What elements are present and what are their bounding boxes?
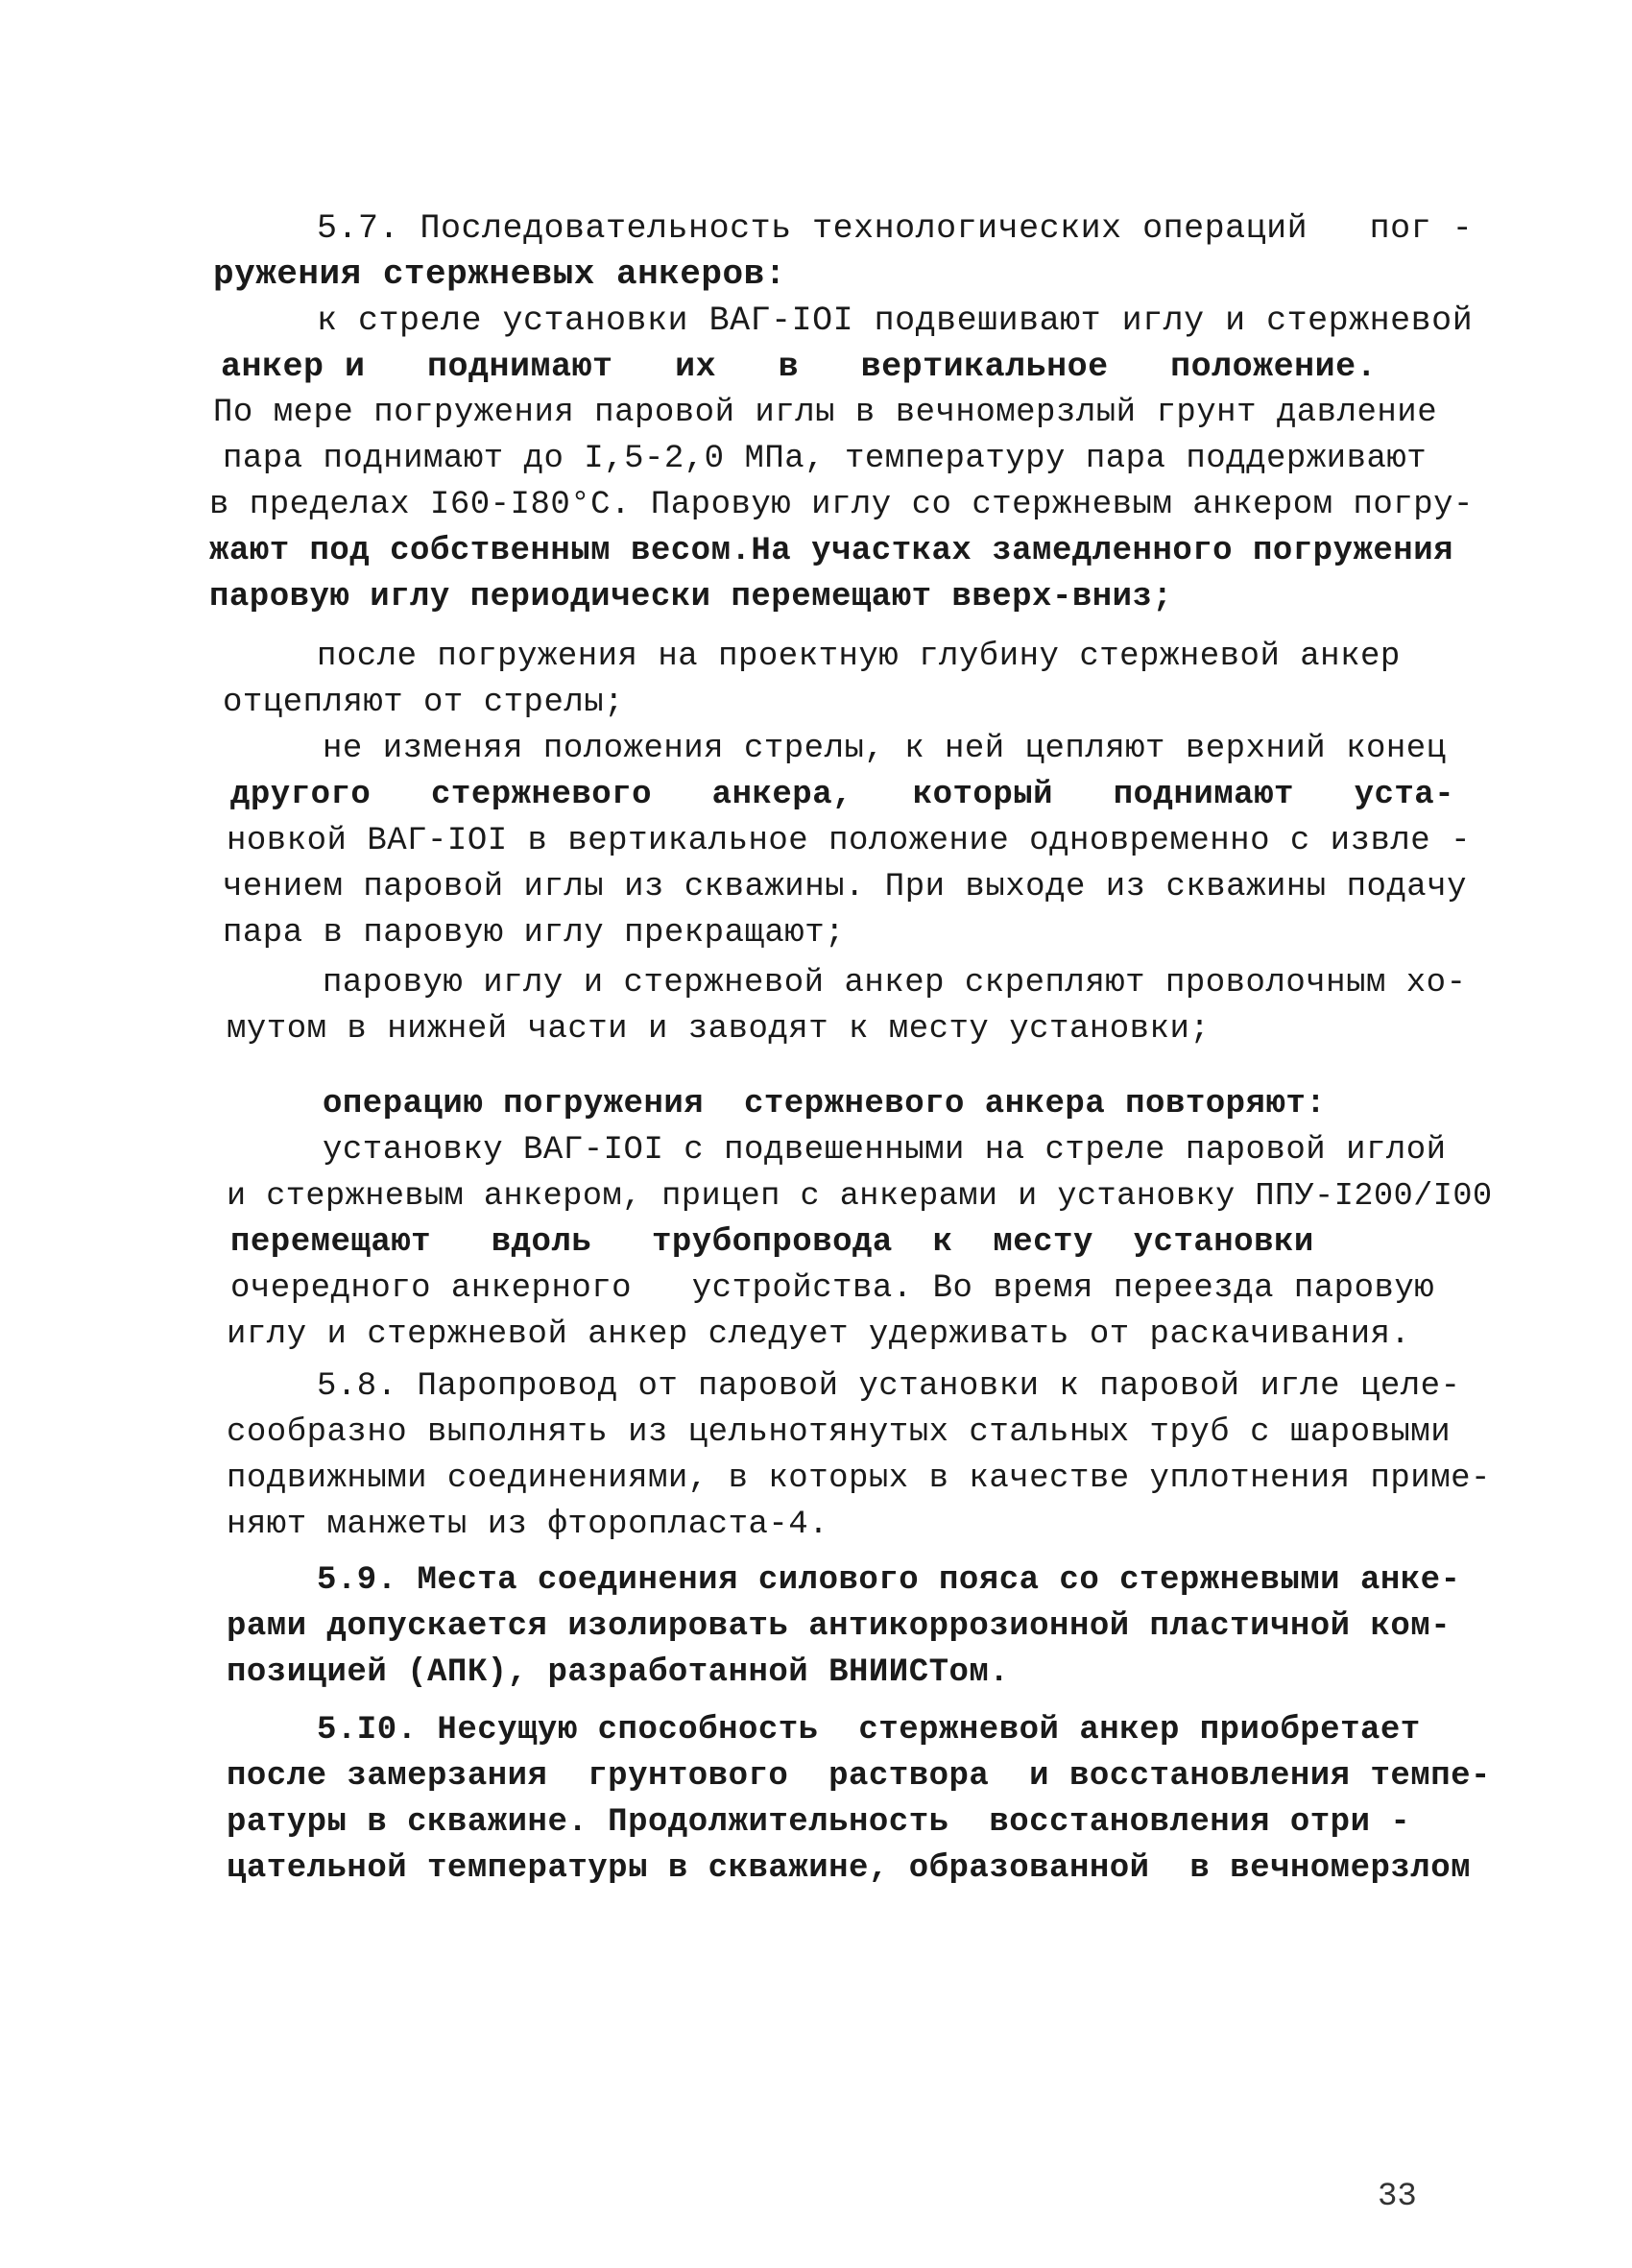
text-line: мутом в нижней части и заводят к месту установки; [227,1011,1211,1048]
text-line: чением паровой иглы из скважины. При выходе из скважины подачу [223,869,1468,905]
text-line: в пределах I60-I80°С. Паровую иглу со стержневым анкером погру- [209,487,1474,523]
text-line: паровую иглу и стержневой анкер скрепляют проволочным хо- [323,965,1467,1001]
text-line: ратуры в скважине. Продолжительность восстановления отри - [227,1804,1411,1841]
text-line: сообразно выполнять из цельнотянутых стальных труб с шаровыми [227,1414,1452,1451]
text-line: и стержневым анкером, прицеп с анкерами и установку ППУ-I200/I00 [227,1178,1493,1215]
text-line: после погружения на проектную глубину стержневой анкер [317,639,1401,675]
text-line: новкой ВАГ-IOI в вертикальное положение одновременно с извле - [227,823,1472,859]
text-line: По мере погружения паровой иглы в вечномерзлый грунт давление [213,395,1438,431]
text-line: после замерзания грунтового раствора и восстановления темпе- [227,1758,1491,1795]
text-line: 5.9. Места соединения силового пояса со стержневыми анке- [317,1562,1461,1599]
text-line: подвижными соединениями, в которых в качестве уплотнения приме- [227,1460,1491,1497]
text-line: установку ВАГ-IOI с подвешенными на стреле паровой иглой [323,1132,1447,1169]
text-line: 5.7. Последовательность технологических операций пог - [317,209,1474,248]
text-line: жают под собственным весом.На участках замедленного погружения [209,533,1454,569]
text-line: не изменяя положения стрелы, к ней цепляют верхний конец [323,731,1447,767]
text-line: няют манжеты из фторопласта-4. [227,1507,829,1543]
text-line: 5.I0. Несущую способность стержневой анкер приобретает [317,1712,1421,1749]
text-line: перемещают вдоль трубопровода к месту установки [230,1224,1314,1261]
text-line: операцию погружения стержневого анкера повторяют: [323,1086,1327,1122]
text-line: к стреле установки ВАГ-IOI подвешивают иглу и стержневой [317,302,1474,340]
text-line: рами допускается изолировать антикоррозионной пластичной ком- [227,1608,1452,1645]
text-line: отцепляют от стрелы; [223,685,625,721]
text-line: паровую иглу периодически перемещают вверх-вниз; [209,579,1173,615]
text-line: пара в паровую иглу прекращают; [223,915,846,952]
text-line: анкер и поднимают их в вертикальное положение. [221,348,1378,386]
text-line: другого стержневого анкера, который поднимают уста- [230,777,1455,813]
text-line: 5.8. Паропровод от паровой установки к паровой игле целе- [317,1368,1461,1405]
text-line: очередного анкерного устройства. Во время переезда паровую [230,1270,1435,1307]
text-line: пара поднимают до I,5-2,0 МПа, температуру пара поддерживают [223,441,1428,477]
text-line: ружения стержневых анкеров: [213,254,786,294]
text-line: позицией (АПК), разработанной ВНИИСТом. [227,1654,1010,1691]
page-number: 33 [1378,2179,1417,2215]
text-line: иглу и стержневой анкер следует удерживать от раскачивания. [227,1316,1411,1353]
text-line: цательной температуры в скважине, образованной в вечномерзлом [227,1850,1472,1887]
